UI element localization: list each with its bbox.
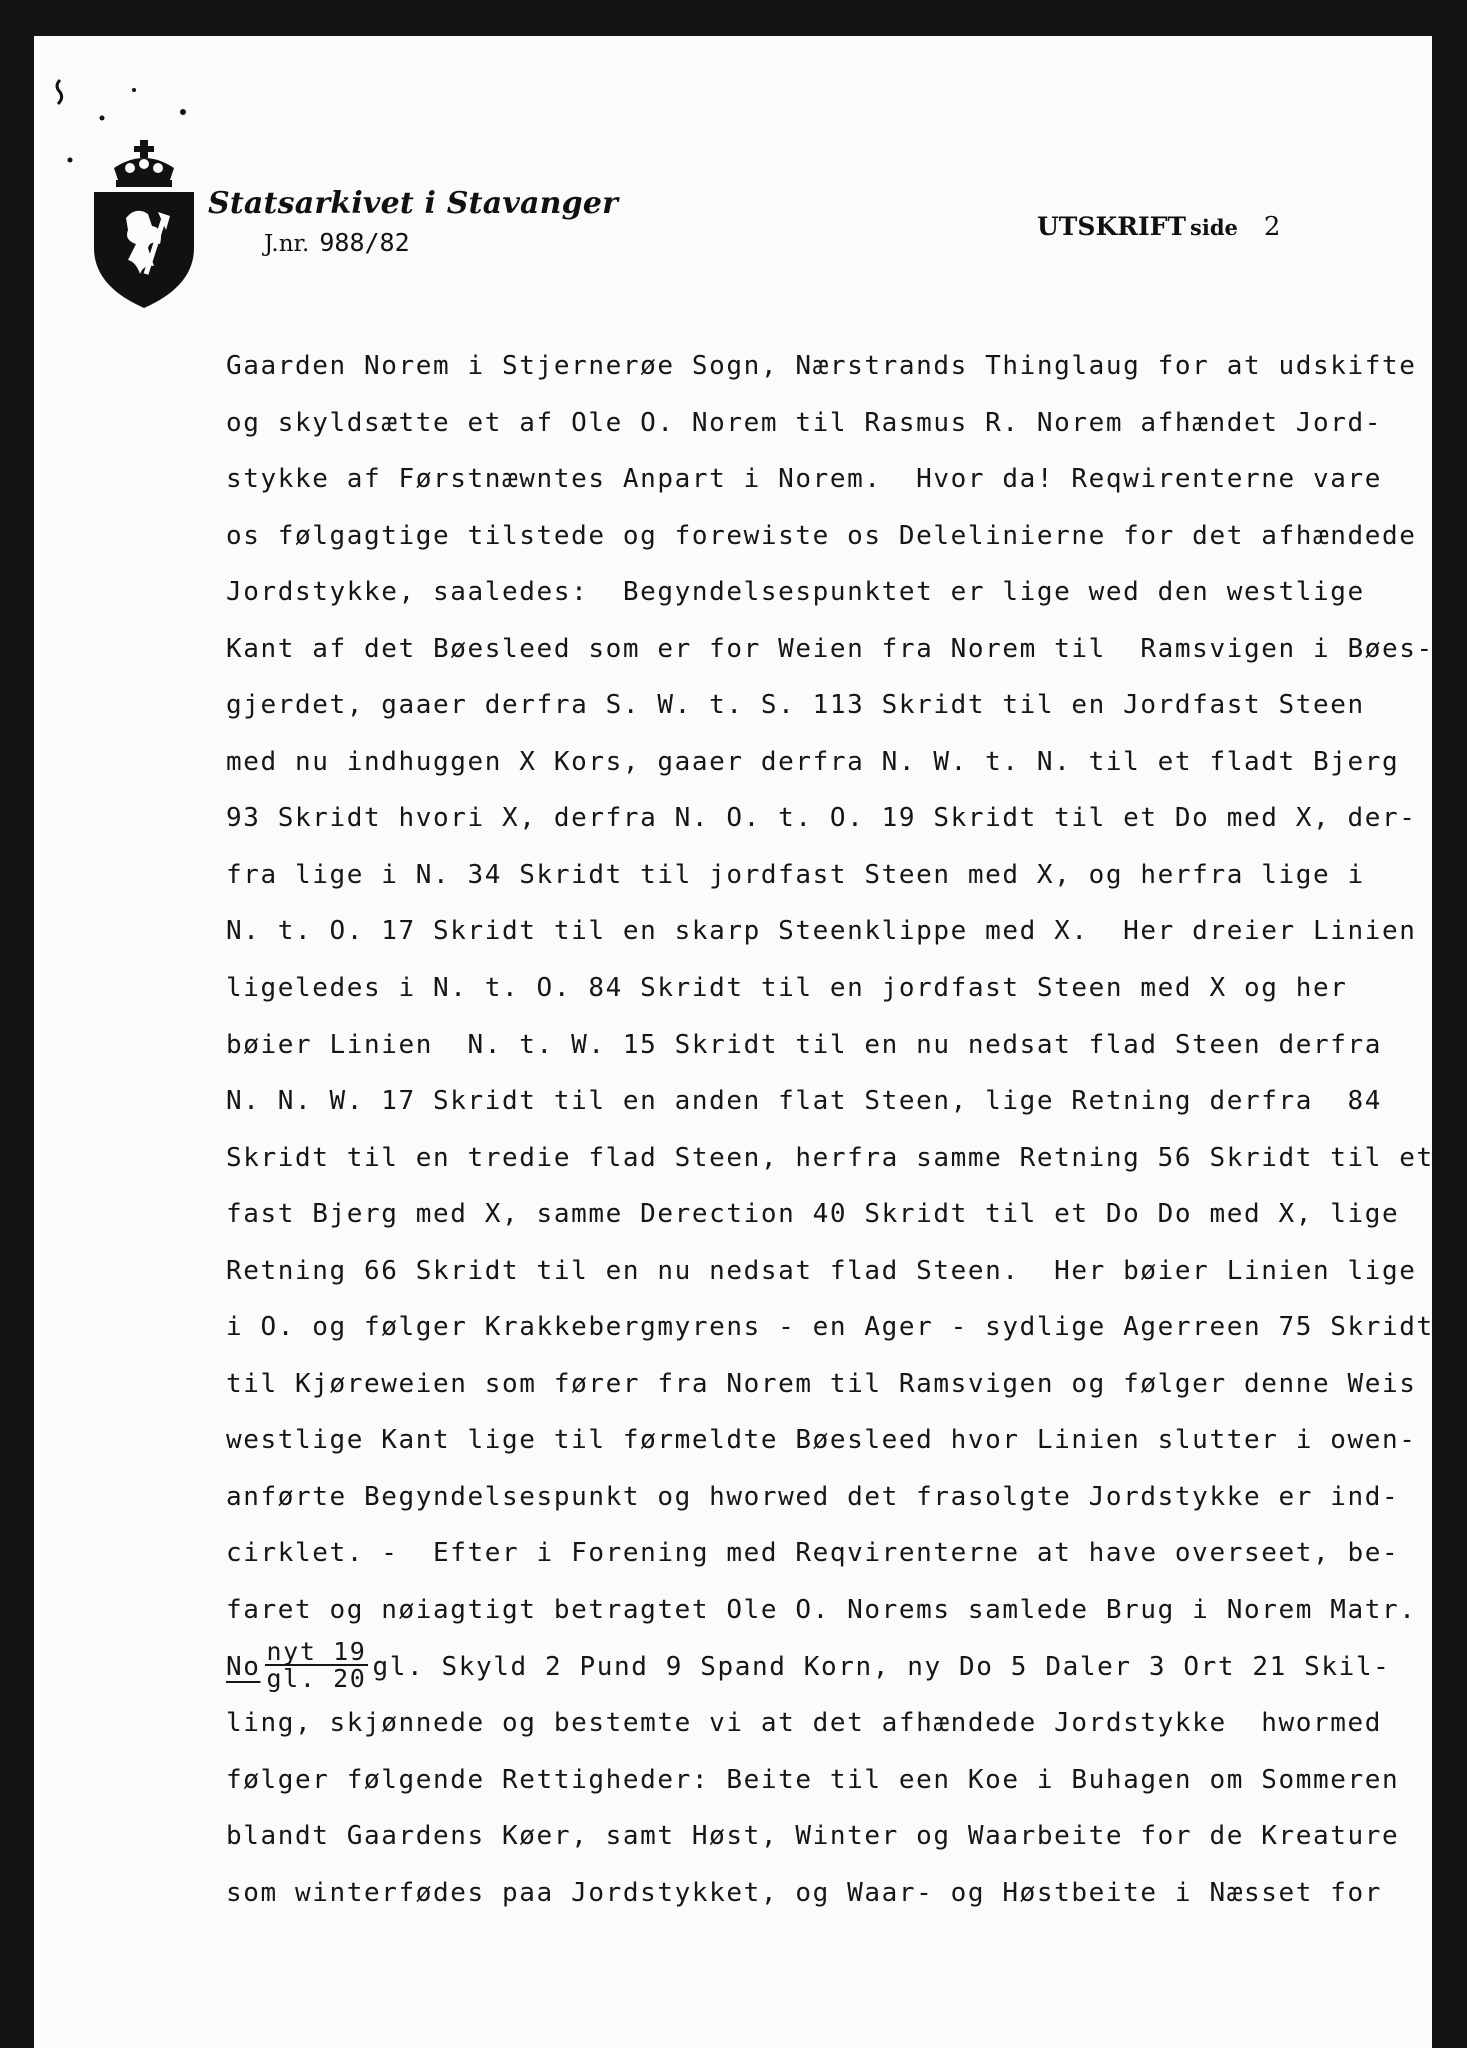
page-number: 2 xyxy=(1263,212,1281,242)
text-line: som winterfødes paa Jordstykket, og Waar- og Høstbeite i Næsset for xyxy=(226,1877,1382,1908)
text-line: os følgagtige tilstede og forewiste os Delelinierne for det afhændede xyxy=(226,520,1417,551)
journal-number xyxy=(264,228,410,257)
side-label: side xyxy=(1190,215,1238,240)
fraction-text-line xyxy=(226,1639,1426,1696)
text-line: Retning 66 Skridt til en nu nedsat flad Steen. Her bøier Linien lige xyxy=(226,1255,1417,1286)
text-line: til Kjøreweien som fører fra Norem til Ramsvigen og følger denne Weis xyxy=(226,1368,1417,1399)
text-line: med nu indhuggen X Kors, gaaer derfra N. W. t. N. til et fladt Bjerg xyxy=(226,746,1400,777)
text-line: blandt Gaardens Køer, samt Høst, Winter og Waarbeite for de Kreature xyxy=(226,1821,1400,1852)
text-line: ling, skjønnede og bestemte vi at det afhændede Jordstykke hwormed xyxy=(226,1708,1382,1739)
text-line: i O. og følger Krakkebergmyrens - en Ager - sydlige Agerreen 75 Skridt xyxy=(226,1312,1434,1343)
jnr-value: 988/82 xyxy=(319,228,410,257)
text-line: ligeledes i N. t. O. 84 Skridt til en jordfast Steen med X og her xyxy=(226,973,1348,1004)
page-header-right xyxy=(1037,212,1280,242)
transcript-body xyxy=(226,338,1434,1921)
text-line: N. N. W. 17 Skridt til en anden flat Steen, lige Retning derfra 84 xyxy=(226,1086,1382,1117)
text-line: N. t. O. 17 Skridt til en skarp Steenklippe med X. Her dreier Linien xyxy=(226,916,1417,947)
number-abbrev: No xyxy=(226,1651,261,1682)
text-line: cirklet. - Efter i Forening med Reqvirenterne at have overseet, be- xyxy=(226,1538,1400,1569)
text-line: stykke af Førstnæwntes Anpart i Norem. Hvor da! Reqwirenterne vare xyxy=(226,464,1382,495)
text-line: Jordstykke, saaledes: Begyndelsespunktet er lige wed den westlige xyxy=(226,577,1365,608)
text-line: 93 Skridt hvori X, derfra N. O. t. O. 19 Skridt til et Do med X, der- xyxy=(226,803,1417,834)
text-line: anførte Begyndelsespunkt og hworwed det frasolgte Jordstykke er ind- xyxy=(226,1481,1400,1512)
jnr-label: J.nr. xyxy=(264,231,310,257)
doc-type: UTSKRIFT xyxy=(1037,212,1187,241)
text-line: westlige Kant lige til førmeldte Bøesleed hvor Linien slutter i owen- xyxy=(226,1425,1417,1456)
matrikkel-fraction xyxy=(265,1637,369,1694)
text-line: følger følgende Rettigheder: Beite til een Koe i Buhagen om Sommeren xyxy=(226,1764,1400,1795)
text-line: Kant af det Bøesleed som er for Weien fra Norem til Ramsvigen i Bøes- xyxy=(226,633,1434,664)
fraction-line-suffix: gl. Skyld 2 Pund 9 Spand Korn, ny Do 5 Daler 3 Ort 21 Skil- xyxy=(372,1651,1391,1682)
text-line: faret og nøiagtigt betragtet Ole O. Norems samlede Brug i Norem Matr. xyxy=(226,1595,1417,1626)
text-line: Skridt til en tredie flad Steen, herfra samme Retning 56 Skridt til et xyxy=(226,1142,1434,1173)
text-line: fra lige i N. 34 Skridt til jordfast Steen med X, og herfra lige i xyxy=(226,859,1365,890)
fraction-denominator: gl. 20 xyxy=(266,1664,367,1694)
text-line: bøier Linien N. t. W. 15 Skridt til en nu nedsat flad Steen derfra xyxy=(226,1029,1382,1060)
archive-name: Statsarkivet i Stavanger xyxy=(208,186,619,221)
text-line: fast Bjerg med X, samme Derection 40 Skridt til et Do Do med X, lige xyxy=(226,1199,1400,1230)
fraction-numerator: nyt 19 xyxy=(266,1637,367,1667)
coat-of-arms-icon xyxy=(88,136,200,312)
text-line: og skyldsætte et af Ole O. Norem til Rasmus R. Norem afhændet Jord- xyxy=(226,407,1382,438)
text-line: Gaarden Norem i Stjernerøe Sogn, Nærstrands Thinglaug for at udskifte xyxy=(226,351,1417,381)
text-line: gjerdet, gaaer derfra S. W. t. S. 113 Skridt til en Jordfast Steen xyxy=(226,690,1365,721)
